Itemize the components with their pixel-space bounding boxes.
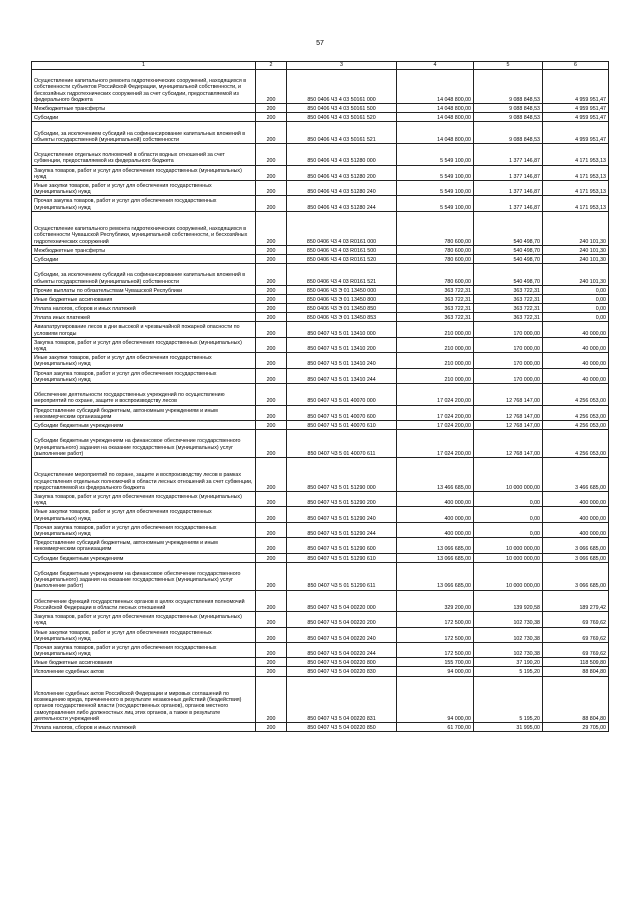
- row-executed-amount: 363 722,31: [474, 304, 543, 313]
- row-unexecuted-amount: 0,00: [543, 313, 609, 322]
- row-classification-code: 850 0407 Ч3 5 01 51290 000: [287, 457, 397, 491]
- row-code: 200: [256, 405, 287, 420]
- row-code: 200: [256, 285, 287, 294]
- row-code: 200: [256, 457, 287, 491]
- row-approved-amount: 13 066 685,00: [397, 562, 474, 590]
- row-name: Уплата иных платежей: [32, 313, 256, 322]
- row-approved-amount: 5 549 100,00: [397, 165, 474, 180]
- row-approved-amount: 17 024 200,00: [397, 421, 474, 430]
- row-executed-amount: 9 088 848,53: [474, 113, 543, 122]
- row-name: Закупка товаров, работ и услуг для обеспечения государственных (муниципальных) нужд: [32, 612, 256, 627]
- table-row: [32, 70, 609, 104]
- row-code: 200: [256, 491, 287, 506]
- table-row: [32, 522, 609, 537]
- row-code: 200: [256, 421, 287, 430]
- row-unexecuted-amount: 240 101,30: [543, 254, 609, 263]
- row-executed-amount: 102 730,38: [474, 612, 543, 627]
- table-row: [32, 538, 609, 553]
- row-classification-code: 850 0406 Ч3 Э 01 13450 000: [287, 285, 397, 294]
- row-unexecuted-amount: 118 509,80: [543, 658, 609, 667]
- row-executed-amount: 363 722,31: [474, 285, 543, 294]
- table-body: [32, 70, 609, 732]
- row-executed-amount: 363 722,31: [474, 313, 543, 322]
- row-approved-amount: 400 000,00: [397, 507, 474, 522]
- row-unexecuted-amount: 400 000,00: [543, 507, 609, 522]
- row-approved-amount: 14 048 800,00: [397, 113, 474, 122]
- row-code: 200: [256, 676, 287, 722]
- row-approved-amount: 210 000,00: [397, 353, 474, 368]
- column-header: 6: [543, 62, 609, 70]
- row-code: 200: [256, 104, 287, 113]
- row-executed-amount: 12 768 147,00: [474, 421, 543, 430]
- row-code: 200: [256, 196, 287, 211]
- row-classification-code: 850 0406 Ч3 Э 01 13450 853: [287, 313, 397, 322]
- row-executed-amount: 1 377 146,87: [474, 143, 543, 165]
- row-classification-code: 850 0407 Ч3 5 01 51290 600: [287, 538, 397, 553]
- row-name: Иные бюджетные ассигнования: [32, 658, 256, 667]
- row-approved-amount: 780 600,00: [397, 245, 474, 254]
- row-approved-amount: 14 048 800,00: [397, 70, 474, 104]
- row-name: Прочая закупка товаров, работ и услуг для обеспечения государственных (муниципальных) нужд: [32, 196, 256, 211]
- row-executed-amount: 363 722,31: [474, 294, 543, 303]
- column-header: 1: [32, 62, 256, 70]
- row-approved-amount: 14 048 800,00: [397, 104, 474, 113]
- row-name: Обеспечение деятельности государственных учреждений по осуществлению мероприятий по охране, защите и воспроизводству лесов: [32, 384, 256, 406]
- row-classification-code: 850 0406 Ч3 4 03 51280 200: [287, 165, 397, 180]
- row-code: 200: [256, 254, 287, 263]
- row-approved-amount: 172 500,00: [397, 612, 474, 627]
- row-unexecuted-amount: 88 804,80: [543, 667, 609, 676]
- row-approved-amount: 210 000,00: [397, 322, 474, 337]
- row-code: 200: [256, 180, 287, 195]
- column-header: 2: [256, 62, 287, 70]
- row-code: 200: [256, 353, 287, 368]
- row-executed-amount: 170 000,00: [474, 353, 543, 368]
- row-executed-amount: 540 498,70: [474, 245, 543, 254]
- row-code: 200: [256, 538, 287, 553]
- row-unexecuted-amount: 189 279,42: [543, 590, 609, 612]
- row-unexecuted-amount: 3 066 685,00: [543, 538, 609, 553]
- row-unexecuted-amount: 69 769,62: [543, 627, 609, 642]
- row-approved-amount: 363 722,31: [397, 285, 474, 294]
- row-executed-amount: 5 195,20: [474, 676, 543, 722]
- row-unexecuted-amount: 69 769,62: [543, 612, 609, 627]
- row-classification-code: 850 0407 Ч3 5 01 51290 244: [287, 522, 397, 537]
- row-code: 200: [256, 211, 287, 245]
- row-name: Субсидии бюджетным учреждениям: [32, 553, 256, 562]
- row-unexecuted-amount: 40 000,00: [543, 368, 609, 383]
- row-approved-amount: 17 024 200,00: [397, 430, 474, 458]
- row-classification-code: 850 0407 Ч3 5 04 00220 850: [287, 723, 397, 732]
- row-classification-code: 850 0407 Ч3 5 04 00220 800: [287, 658, 397, 667]
- table-row: [32, 165, 609, 180]
- row-executed-amount: 37 190,20: [474, 658, 543, 667]
- row-executed-amount: 170 000,00: [474, 337, 543, 352]
- row-approved-amount: 780 600,00: [397, 254, 474, 263]
- row-code: 200: [256, 553, 287, 562]
- row-unexecuted-amount: 3 066 685,00: [543, 553, 609, 562]
- row-executed-amount: 170 000,00: [474, 322, 543, 337]
- row-name: Закупка товаров, работ и услуг для обеспечения государственных (муниципальных) нужд: [32, 491, 256, 506]
- table-row: [32, 285, 609, 294]
- row-executed-amount: 0,00: [474, 507, 543, 522]
- row-classification-code: 850 0406 Ч3 4 03 51280 244: [287, 196, 397, 211]
- table-row: [32, 642, 609, 657]
- row-name: Осуществление капитального ремонта гидротехнических сооружений, находящихся в собственности субъектов Российской Федерации, муниципальной собственности, и бесхозяйных гидротехнических сооружений за счет субсидии, предоставляемой из федерального бюджета: [32, 70, 256, 104]
- table-row: [32, 590, 609, 612]
- row-classification-code: 850 0407 Ч3 5 01 13410 240: [287, 353, 397, 368]
- row-name: Межбюджетные трансферты: [32, 104, 256, 113]
- row-approved-amount: 400 000,00: [397, 522, 474, 537]
- row-approved-amount: 172 500,00: [397, 627, 474, 642]
- column-header: 3: [287, 62, 397, 70]
- table-row: [32, 676, 609, 722]
- row-executed-amount: 5 195,20: [474, 667, 543, 676]
- row-unexecuted-amount: 29 705,00: [543, 723, 609, 732]
- row-executed-amount: 102 730,38: [474, 642, 543, 657]
- row-executed-amount: 10 000 000,00: [474, 457, 543, 491]
- row-approved-amount: 210 000,00: [397, 368, 474, 383]
- table-row: [32, 180, 609, 195]
- row-approved-amount: 210 000,00: [397, 337, 474, 352]
- table-row: [32, 122, 609, 144]
- row-classification-code: 850 0406 Ч3 Э 01 13450 800: [287, 294, 397, 303]
- row-code: 200: [256, 165, 287, 180]
- row-classification-code: 850 0406 Ч3 4 03 50161 000: [287, 70, 397, 104]
- row-code: 200: [256, 612, 287, 627]
- row-name: Исполнение судебных актов: [32, 667, 256, 676]
- row-unexecuted-amount: 69 769,62: [543, 642, 609, 657]
- row-executed-amount: 0,00: [474, 491, 543, 506]
- table-row: [32, 723, 609, 732]
- table-row: [32, 430, 609, 458]
- row-approved-amount: 13 066 685,00: [397, 538, 474, 553]
- row-code: 200: [256, 245, 287, 254]
- row-approved-amount: 400 000,00: [397, 491, 474, 506]
- row-code: 200: [256, 264, 287, 286]
- row-approved-amount: 363 722,31: [397, 294, 474, 303]
- row-classification-code: 850 0407 Ч3 5 01 40070 611: [287, 430, 397, 458]
- row-classification-code: 850 0407 Ч3 5 01 51290 611: [287, 562, 397, 590]
- row-unexecuted-amount: 3 466 685,00: [543, 457, 609, 491]
- row-approved-amount: 61 700,00: [397, 723, 474, 732]
- row-classification-code: 850 0406 Ч3 4 03 R0161 500: [287, 245, 397, 254]
- row-unexecuted-amount: 0,00: [543, 304, 609, 313]
- row-code: 200: [256, 294, 287, 303]
- table-row: [32, 196, 609, 211]
- row-approved-amount: 94 000,00: [397, 676, 474, 722]
- row-name: Иные закупки товаров, работ и услуг для обеспечения государственных (муниципальных) нужд: [32, 353, 256, 368]
- row-classification-code: 850 0407 Ч3 5 01 51290 240: [287, 507, 397, 522]
- row-executed-amount: 9 088 848,53: [474, 70, 543, 104]
- column-header: 5: [474, 62, 543, 70]
- row-name: Субсидии бюджетным учреждениям: [32, 421, 256, 430]
- row-classification-code: 850 0407 Ч3 5 01 13410 244: [287, 368, 397, 383]
- row-code: 200: [256, 430, 287, 458]
- row-executed-amount: 12 768 147,00: [474, 384, 543, 406]
- row-classification-code: 850 0407 Ч3 5 04 00220 000: [287, 590, 397, 612]
- row-classification-code: 850 0406 Ч3 4 03 R0161 520: [287, 254, 397, 263]
- row-unexecuted-amount: 400 000,00: [543, 522, 609, 537]
- row-unexecuted-amount: 0,00: [543, 285, 609, 294]
- table-row: [32, 627, 609, 642]
- table-row: [32, 313, 609, 322]
- row-approved-amount: 17 024 200,00: [397, 405, 474, 420]
- row-name: Иные закупки товаров, работ и услуг для обеспечения государственных (муниципальных) нужд: [32, 507, 256, 522]
- row-classification-code: 850 0407 Ч3 5 01 13410 000: [287, 322, 397, 337]
- row-classification-code: 850 0407 Ч3 5 01 51290 200: [287, 491, 397, 506]
- row-code: 200: [256, 122, 287, 144]
- row-code: 200: [256, 658, 287, 667]
- row-code: 200: [256, 337, 287, 352]
- row-unexecuted-amount: 40 000,00: [543, 337, 609, 352]
- table-row: [32, 384, 609, 406]
- row-code: 200: [256, 368, 287, 383]
- table-row: [32, 368, 609, 383]
- row-unexecuted-amount: 4 959 951,47: [543, 70, 609, 104]
- row-unexecuted-amount: 400 000,00: [543, 491, 609, 506]
- row-executed-amount: 540 498,70: [474, 211, 543, 245]
- row-name: Иные закупки товаров, работ и услуг для обеспечения государственных (муниципальных) нужд: [32, 180, 256, 195]
- row-classification-code: 850 0406 Ч3 4 03 50161 521: [287, 122, 397, 144]
- row-executed-amount: 139 920,58: [474, 590, 543, 612]
- page-number: 57: [316, 40, 324, 47]
- row-unexecuted-amount: 4 171 953,13: [543, 143, 609, 165]
- row-unexecuted-amount: 240 101,30: [543, 264, 609, 286]
- row-name: Уплата налогов, сборов и иных платежей: [32, 723, 256, 732]
- row-name: Иные закупки товаров, работ и услуг для обеспечения государственных (муниципальных) нужд: [32, 627, 256, 642]
- row-name: Субсидии: [32, 113, 256, 122]
- row-classification-code: 850 0406 Ч3 4 03 R0161 000: [287, 211, 397, 245]
- row-executed-amount: 9 088 848,53: [474, 122, 543, 144]
- row-approved-amount: 13 466 685,00: [397, 457, 474, 491]
- row-name: Предоставление субсидий бюджетным, автономным учреждениям и иным некоммерческим организациям: [32, 538, 256, 553]
- row-approved-amount: 5 549 100,00: [397, 196, 474, 211]
- row-code: 200: [256, 667, 287, 676]
- table-row: [32, 658, 609, 667]
- row-unexecuted-amount: 4 171 953,13: [543, 180, 609, 195]
- row-name: Субсидии, за исключением субсидий на софинансирование капитальных вложений в объекты государственной (муниципальной) собственности: [32, 122, 256, 144]
- row-unexecuted-amount: 0,00: [543, 294, 609, 303]
- row-name: Субсидии бюджетным учреждениям на финансовое обеспечение государственного (муниципального) задания на оказание государственных (муниципальных) услуг (выполнение работ): [32, 430, 256, 458]
- table-row: [32, 294, 609, 303]
- table-row: [32, 322, 609, 337]
- row-unexecuted-amount: 240 101,30: [543, 211, 609, 245]
- row-executed-amount: 170 000,00: [474, 368, 543, 383]
- row-name: Субсидии бюджетным учреждениям на финансовое обеспечение государственного (муниципального) задания на оказание государственных (муниципальных) услуг (выполнение работ): [32, 562, 256, 590]
- row-name: Субсидии, за исключением субсидий на софинансирование капитальных вложений в объекты государственной (муниципальной) собственности: [32, 264, 256, 286]
- row-approved-amount: 329 200,00: [397, 590, 474, 612]
- row-name: Иные бюджетные ассигнования: [32, 294, 256, 303]
- table-row: [32, 254, 609, 263]
- row-classification-code: 850 0407 Ч3 5 04 00220 831: [287, 676, 397, 722]
- row-unexecuted-amount: 4 256 053,00: [543, 405, 609, 420]
- table-row: [32, 553, 609, 562]
- row-classification-code: 850 0406 Ч3 4 03 50161 520: [287, 113, 397, 122]
- row-classification-code: 850 0406 Ч3 4 03 50161 500: [287, 104, 397, 113]
- row-code: 200: [256, 723, 287, 732]
- row-approved-amount: 172 500,00: [397, 642, 474, 657]
- column-number-row: [32, 62, 609, 70]
- row-unexecuted-amount: 4 959 951,47: [543, 122, 609, 144]
- row-executed-amount: 31 995,00: [474, 723, 543, 732]
- table-row: [32, 143, 609, 165]
- row-name: Прочие выплаты по обязательствам Чувашской Республики: [32, 285, 256, 294]
- row-name: Межбюджетные трансферты: [32, 245, 256, 254]
- row-code: 200: [256, 522, 287, 537]
- row-executed-amount: 102 730,38: [474, 627, 543, 642]
- row-executed-amount: 10 000 000,00: [474, 553, 543, 562]
- row-classification-code: 850 0406 Ч3 4 03 51280 240: [287, 180, 397, 195]
- table-row: [32, 612, 609, 627]
- row-code: 200: [256, 304, 287, 313]
- row-approved-amount: 94 000,00: [397, 667, 474, 676]
- table-row: [32, 264, 609, 286]
- table-row: [32, 491, 609, 506]
- row-unexecuted-amount: 88 804,80: [543, 676, 609, 722]
- row-code: 200: [256, 384, 287, 406]
- row-code: 200: [256, 562, 287, 590]
- row-executed-amount: 0,00: [474, 522, 543, 537]
- row-classification-code: 850 0407 Ч3 5 04 00220 830: [287, 667, 397, 676]
- row-code: 200: [256, 70, 287, 104]
- row-classification-code: 850 0407 Ч3 5 01 40070 600: [287, 405, 397, 420]
- row-code: 200: [256, 313, 287, 322]
- budget-execution-table: [31, 61, 609, 732]
- row-unexecuted-amount: 4 171 953,13: [543, 165, 609, 180]
- row-executed-amount: 1 377 146,87: [474, 165, 543, 180]
- row-unexecuted-amount: 3 066 685,00: [543, 562, 609, 590]
- table-row: [32, 211, 609, 245]
- row-classification-code: 850 0407 Ч3 5 01 40070 000: [287, 384, 397, 406]
- row-name: Закупка товаров, работ и услуг для обеспечения государственных (муниципальных) нужд: [32, 165, 256, 180]
- row-name: Прочая закупка товаров, работ и услуг для обеспечения государственных (муниципальных) нужд: [32, 368, 256, 383]
- row-name: Осуществление капитального ремонта гидротехнических сооружений, находящихся в собственности Чувашской Республики, муниципальной собственности, и бесхозяйных гидротехнических сооружений: [32, 211, 256, 245]
- row-unexecuted-amount: 40 000,00: [543, 322, 609, 337]
- row-unexecuted-amount: 4 256 053,00: [543, 430, 609, 458]
- row-executed-amount: 1 377 146,87: [474, 196, 543, 211]
- row-executed-amount: 10 000 000,00: [474, 538, 543, 553]
- row-executed-amount: 9 088 848,53: [474, 104, 543, 113]
- row-code: 200: [256, 590, 287, 612]
- row-classification-code: 850 0407 Ч3 5 04 00220 200: [287, 612, 397, 627]
- row-classification-code: 850 0407 Ч3 5 04 00220 240: [287, 627, 397, 642]
- table-row: [32, 457, 609, 491]
- row-unexecuted-amount: 240 101,30: [543, 245, 609, 254]
- row-executed-amount: 10 000 000,00: [474, 562, 543, 590]
- row-approved-amount: 14 048 800,00: [397, 122, 474, 144]
- table-row: [32, 507, 609, 522]
- row-unexecuted-amount: 4 256 053,00: [543, 384, 609, 406]
- row-code: 200: [256, 322, 287, 337]
- row-approved-amount: 780 600,00: [397, 264, 474, 286]
- row-executed-amount: 540 498,70: [474, 264, 543, 286]
- row-classification-code: 850 0407 Ч3 5 01 40070 610: [287, 421, 397, 430]
- row-classification-code: 850 0407 Ч3 5 01 51290 610: [287, 553, 397, 562]
- row-name: Прочая закупка товаров, работ и услуг для обеспечения государственных (муниципальных) нужд: [32, 522, 256, 537]
- row-approved-amount: 363 722,31: [397, 304, 474, 313]
- row-name: Субсидии: [32, 254, 256, 263]
- row-unexecuted-amount: 4 959 951,47: [543, 113, 609, 122]
- table-row: [32, 667, 609, 676]
- row-approved-amount: 363 722,31: [397, 313, 474, 322]
- row-classification-code: 850 0406 Ч3 4 03 51280 000: [287, 143, 397, 165]
- row-approved-amount: 17 024 200,00: [397, 384, 474, 406]
- row-approved-amount: 13 066 685,00: [397, 553, 474, 562]
- table-row: [32, 405, 609, 420]
- row-classification-code: 850 0407 Ч3 5 01 13410 200: [287, 337, 397, 352]
- row-code: 200: [256, 113, 287, 122]
- row-classification-code: 850 0406 Ч3 4 03 R0161 521: [287, 264, 397, 286]
- row-name: Закупка товаров, работ и услуг для обеспечения государственных (муниципальных) нужд: [32, 337, 256, 352]
- row-code: 200: [256, 627, 287, 642]
- row-executed-amount: 12 768 147,00: [474, 430, 543, 458]
- row-approved-amount: 5 549 100,00: [397, 143, 474, 165]
- row-name: Исполнение судебных актов Российской Федерации и мировых соглашений по возмещению вреда, причиненного в результате незаконных действий (бездействия) органов государственной власти (государственных органов), органов местного самоуправления либо должностных лиц этих органов, а также в результате деятельности учреждений: [32, 676, 256, 722]
- row-unexecuted-amount: 4 959 951,47: [543, 104, 609, 113]
- row-executed-amount: 540 498,70: [474, 254, 543, 263]
- row-code: 200: [256, 642, 287, 657]
- row-approved-amount: 780 600,00: [397, 211, 474, 245]
- row-classification-code: 850 0407 Ч3 5 04 00220 244: [287, 642, 397, 657]
- row-executed-amount: 12 768 147,00: [474, 405, 543, 420]
- column-header: 4: [397, 62, 474, 70]
- table-row: [32, 113, 609, 122]
- table-row: [32, 304, 609, 313]
- row-name: Прочая закупка товаров, работ и услуг для обеспечения государственных (муниципальных) нужд: [32, 642, 256, 657]
- row-name: Уплата налогов, сборов и иных платежей: [32, 304, 256, 313]
- table-row: [32, 562, 609, 590]
- row-approved-amount: 5 549 100,00: [397, 180, 474, 195]
- row-code: 200: [256, 143, 287, 165]
- row-name: Осуществление мероприятий по охране, защите и воспроизводству лесов в рамках осуществления отдельных полномочий в области лесных отношений за счет субвенции, предоставляемой из федерального бюджета: [32, 457, 256, 491]
- row-name: Предоставление субсидий бюджетным, автономным учреждениям и иным некоммерческим организациям: [32, 405, 256, 420]
- table-row: [32, 104, 609, 113]
- row-unexecuted-amount: 4 256 053,00: [543, 421, 609, 430]
- row-name: Авиапатрулирование лесов в дни высокой и чрезвычайной пожарной опасности по условиям погоды: [32, 322, 256, 337]
- row-name: Осуществление отдельных полномочий в области водных отношений за счет субвенции, предоставляемой из федерального бюджета: [32, 143, 256, 165]
- row-executed-amount: 1 377 146,87: [474, 180, 543, 195]
- row-unexecuted-amount: 40 000,00: [543, 353, 609, 368]
- row-approved-amount: 155 700,00: [397, 658, 474, 667]
- row-unexecuted-amount: 4 171 953,13: [543, 196, 609, 211]
- table-row: [32, 337, 609, 352]
- table-row: [32, 245, 609, 254]
- row-name: Обеспечение функций государственных органов в целях осуществления полномочий Российской Федерации в области лесных отношений: [32, 590, 256, 612]
- table-row: [32, 353, 609, 368]
- row-code: 200: [256, 507, 287, 522]
- table-row: [32, 421, 609, 430]
- row-classification-code: 850 0406 Ч3 Э 01 13450 850: [287, 304, 397, 313]
